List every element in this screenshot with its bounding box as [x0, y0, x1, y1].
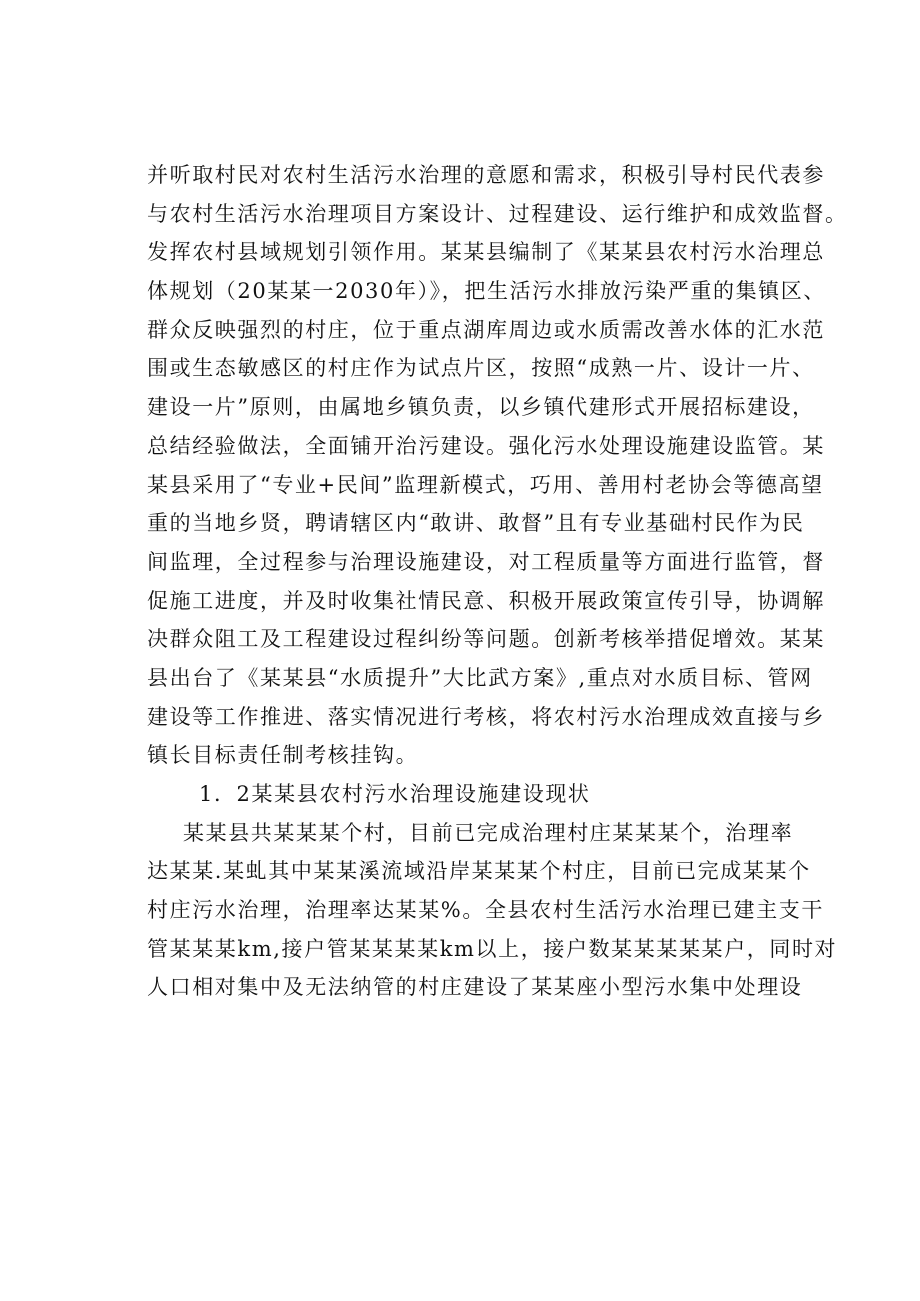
text-line: 某县采用了“专业+民间”监理新模式，巧用、善用村老协会等德高望 — [147, 472, 824, 497]
text-line: 管某某某km,接户管某某某某km以上，接户数某某某某某户，同时对 — [147, 936, 838, 961]
text-line: 体规划（20某某一2030年）》，把生活污水排放污染严重的集镇区、 — [147, 279, 826, 304]
text-line: 达某某.某虬其中某某溪流域沿岸某某某个村庄，目前已完成某某个 — [147, 859, 811, 884]
text-line: 建设等工作推进、落实情况进行考核，将农村污水治理成效直接与乡 — [147, 704, 825, 729]
text-line: 人口相对集中及无法纳管的村庄建设了某某座小型污水集中处理设 — [147, 975, 803, 1000]
text-line: 促施工进度，并及时收集社情民意、积极开展政策宣传引导，协调解 — [147, 588, 825, 613]
text-line: 村庄污水治理，治理率达某某%。全县农村生活污水治理已建主支干 — [147, 898, 824, 923]
text-line: 间监理，全过程参与治理设施建设，对工程质量等方面进行监管，督 — [147, 549, 825, 574]
body-text — [147, 156, 848, 1007]
text-line: 县出台了《某某县“水质提升”大比武方案》,重点对水质目标、管网 — [147, 665, 813, 690]
text-line: 并听取村民对农村生活污水治理的意愿和需求，积极引导村民代表参 — [147, 163, 825, 187]
text-line: 建设一片”原则，由属地乡镇负责，以乡镇代建形式开展招标建设， — [147, 395, 815, 420]
text-line: 与农村生活污水治理项目方案设计、过程建设、运行维护和成效监督。 — [147, 201, 848, 226]
text-line: 发挥农村县域规划引领作用。某某县编制了《某某县农村污水治理总 — [147, 240, 825, 265]
text-line: 镇长目标责任制考核挂钩。 — [147, 743, 419, 768]
text-line: 总结经验做法，全面铺开治污建设。强化污水处理设施建设监管。某 — [147, 433, 825, 458]
section-heading: 1．2某某县农村污水治理设施建设现状 — [199, 782, 591, 806]
text-line: 群众反映强烈的村庄，位于重点湖库周边或水质需改善水体的汇水范 — [147, 317, 825, 342]
text-line: 围或生态敏感区的村庄作为试点片区，按照“成熟一片、设计一片、 — [147, 356, 815, 381]
text-line: 决群众阻工及工程建设过程纠纷等问题。创新考核举措促增效。某某 — [147, 627, 825, 652]
text-line: 重的当地乡贤，聘请辖区内“敢讲、敢督”且有专业基础村民作为民 — [147, 511, 805, 536]
text-line: 某某县共某某某个村，目前已完成治理村庄某某某个，治理率 — [183, 820, 794, 845]
